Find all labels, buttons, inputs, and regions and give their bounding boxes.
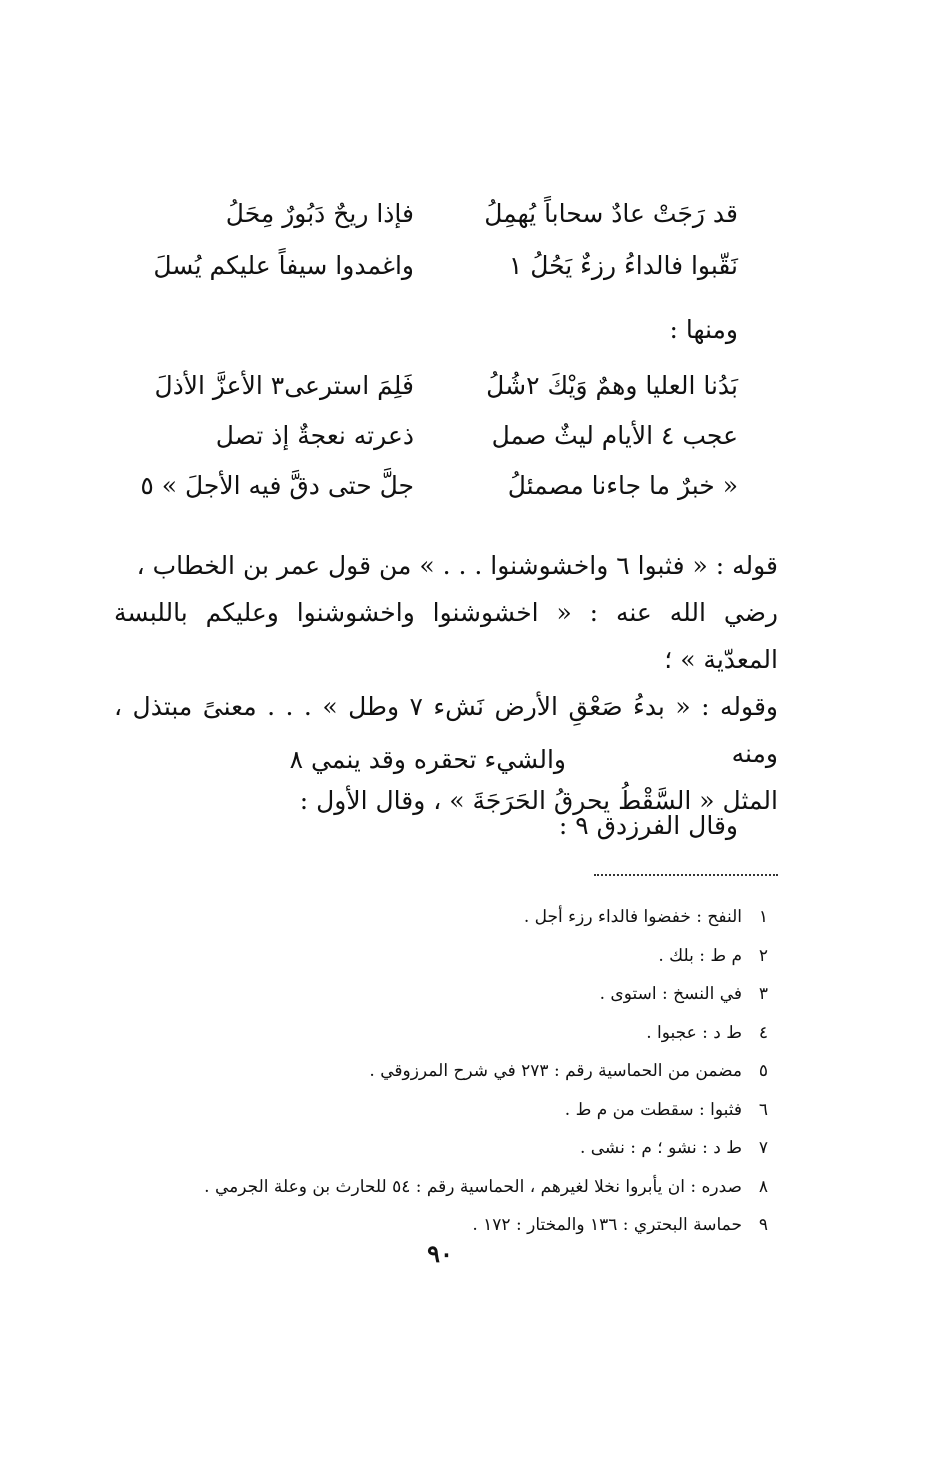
quoted-verse: والشيء تحقره وقد ينمي ٨	[289, 745, 566, 774]
footnotes	[108, 898, 768, 1245]
commentary-line: وقوله : « بدءُ صَعْقِ الأرض نَشء ٧ وطل » . . . معنىً مبتذل ، ومنه	[114, 692, 778, 768]
footnote-item	[108, 1091, 768, 1130]
commentary-paragraph	[114, 542, 778, 824]
footnote-number: ٢	[758, 945, 768, 966]
footnote-item	[108, 975, 768, 1014]
footnote-text: حماسة البحتري : ١٣٦ والمختار : ١٧٢ .	[472, 1215, 742, 1235]
footnote-text: النفح : خفضوا فالداء رزء أجل .	[523, 907, 742, 927]
footnote-number: ٣	[758, 984, 768, 1004]
footnote-text: صدره : ان يأبروا نخلا لغيرهم ، الحماسية رقم : ٥٤ للحارث بن وعلة الجرمي .	[204, 1176, 742, 1197]
footnote-text: ط د : نشو ؛ م : نشى .	[579, 1138, 742, 1158]
verse-first-hemistich: نَقّبوا فالداءُ رزءٌ يَحُلُ ١	[508, 251, 738, 280]
footnote-number: ١	[758, 907, 768, 927]
commentary-line: المثل « السَّقْطُ يحرقُ الحَرَجَةَ » ، وقال الأول :	[299, 786, 778, 815]
verse-second-hemistich: جلَّ حتى دقَّ فيه الأجلَ » ٥	[140, 471, 414, 500]
footnote-text: فثبوا : سقطت من م ط .	[564, 1099, 742, 1120]
verse-first-hemistich: قد رَجَتْ عادٌ سحاباً يُهمِلُ	[484, 199, 738, 228]
footnote-item	[108, 1129, 768, 1168]
footnote-text: ط د : عجبوا .	[646, 1022, 742, 1043]
verse-second-hemistich: فَلِمَ استرعى٣ الأعزَّ الأذلَ	[154, 371, 414, 400]
footnote-item	[108, 937, 768, 976]
footnote-text: م ط : بلك .	[658, 945, 742, 966]
verse-first-hemistich: « خبرٌ ما جاءنا مصمئلُ	[507, 471, 738, 500]
footnote-text: في النسخ : استوى .	[599, 984, 742, 1004]
verse-line	[0, 412, 944, 460]
footnote-number: ٤	[758, 1022, 768, 1043]
footnote-item	[108, 1014, 768, 1053]
footnote-text: مضمن من الحماسية رقم : ٢٧٣ في شرح المرزوقي .	[369, 1061, 742, 1081]
verse-first-hemistich: بَدُنا العليا وهمٌ وَيْكَ ٢شُلُ	[486, 371, 738, 400]
verse-line	[0, 362, 944, 410]
footnote-item	[108, 898, 768, 937]
verse-line	[0, 242, 944, 290]
footnote-number: ٦	[758, 1099, 768, 1120]
verse-second-hemistich: ذعرته نعجةٌ إذ تصل	[215, 421, 414, 450]
verse-first-hemistich: عجب ٤ الأيام ليثٌ صمل	[491, 421, 738, 450]
attribution-line: وقال الفرزدق ٩ :	[558, 811, 738, 840]
footnote-item	[108, 1052, 768, 1091]
page-number: ٩٠	[427, 1239, 453, 1268]
verse-line	[0, 190, 944, 238]
commentary-line: رضي الله عنه : « اخشوشنوا واخشوشنوا وعليكم باللبسة المعدّية » ؛	[114, 598, 778, 674]
footnote-number: ٨	[758, 1176, 768, 1197]
verse-line	[0, 462, 944, 510]
verse-second-hemistich: واغمدوا سيفاً عليكم يُسلَ	[153, 251, 414, 280]
footnote-number: ٩	[758, 1215, 768, 1235]
verse-second-hemistich: فإذا ريحٌ دَبُورٌ مِحَلُ	[225, 199, 414, 228]
footnote-number: ٧	[758, 1138, 768, 1158]
footnote-item	[108, 1168, 768, 1207]
commentary-line: قوله : « فثبوا ٦ واخشوشنوا . . . » من قول عمر بن الخطاب ،	[136, 551, 778, 580]
footnote-separator	[594, 874, 778, 876]
section-heading: ومنها :	[669, 315, 738, 344]
footnote-number: ٥	[758, 1061, 768, 1081]
